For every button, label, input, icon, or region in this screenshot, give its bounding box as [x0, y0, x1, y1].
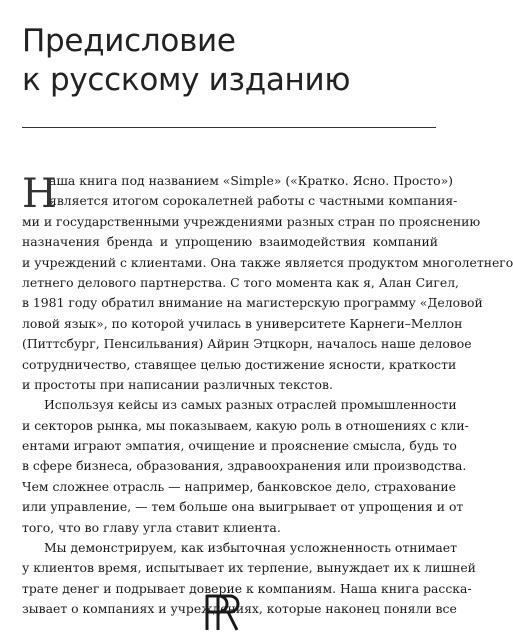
text-line: у клиентов время, испытывает их терпение, вынуждает их к лишней: [22, 560, 476, 576]
text-line: ми и государственными учреждениями разных стран по прояснению: [22, 213, 481, 229]
chapter-title: [22, 22, 350, 100]
text-line: сотрудничество, ставящее целью достижение ясности, краткости: [22, 356, 457, 372]
text-line: является итогом сорокалетней работы с частными компания-: [49, 193, 458, 209]
text-line: ентами играют эмпатия, очищение и прояснение смысла, будь то: [22, 438, 457, 454]
text-line: Чем сложнее отрасль — например, банковское дело, страхование: [22, 478, 456, 494]
text-line: Используя кейсы из самых разных отраслей промышленности: [44, 397, 457, 413]
text-line: Мы демонстрируем, как избыточная усложненность отнимает: [44, 540, 457, 556]
text-line: в сфере бизнеса, образования, здравоохранения или производства.: [22, 458, 467, 474]
text-line: и секторов рынка, мы показываем, какую роль в отношениях с кли-: [22, 417, 469, 433]
drop-cap: Н: [22, 171, 57, 217]
title-divider: [22, 127, 436, 128]
text-line: (Питтсбург, Пенсильвания) Айрин Этцкорн, началось наше деловое: [22, 336, 472, 352]
chapter-title-line-1: Предисловие: [22, 23, 236, 59]
body-text: [22, 171, 513, 617]
text-line: в 1981 году обратил внимание на магистерскую программу «Деловой: [22, 295, 483, 311]
text-line: или управление, — тем больше она выигрывает от упрощения и от: [22, 499, 464, 515]
text-line: и простоты при написании различных текстов.: [22, 376, 333, 392]
paragraph-1: [22, 171, 513, 395]
text-line: летнего делового партнерства. С того момента как я, Алан Сигел,: [22, 274, 459, 290]
chapter-title-line-2: к русскому изданию: [22, 62, 351, 98]
paragraph-2: [22, 395, 469, 538]
text-line: и учреждений с клиентами. Она также является продуктом многолетнего: [22, 254, 513, 270]
text-line: аша книга под названием «Simple» («Кратко. Ясно. Просто»): [49, 173, 453, 188]
text-line: того, что во главу угла ставит клиента.: [22, 519, 281, 535]
text-line: назначения бренда и упрощению взаимодействия компаний: [22, 234, 438, 250]
text-line: трате денег и подрывает доверие к компаниям. Наша книга расска-: [22, 580, 472, 596]
publisher-logo-icon: [199, 590, 243, 634]
text-line: ловой язык», по которой училась в университете Карнеги–Меллон: [22, 315, 463, 331]
text-line: зывает о компаниях и учреждениях, которые наконец поняли все: [22, 601, 457, 617]
